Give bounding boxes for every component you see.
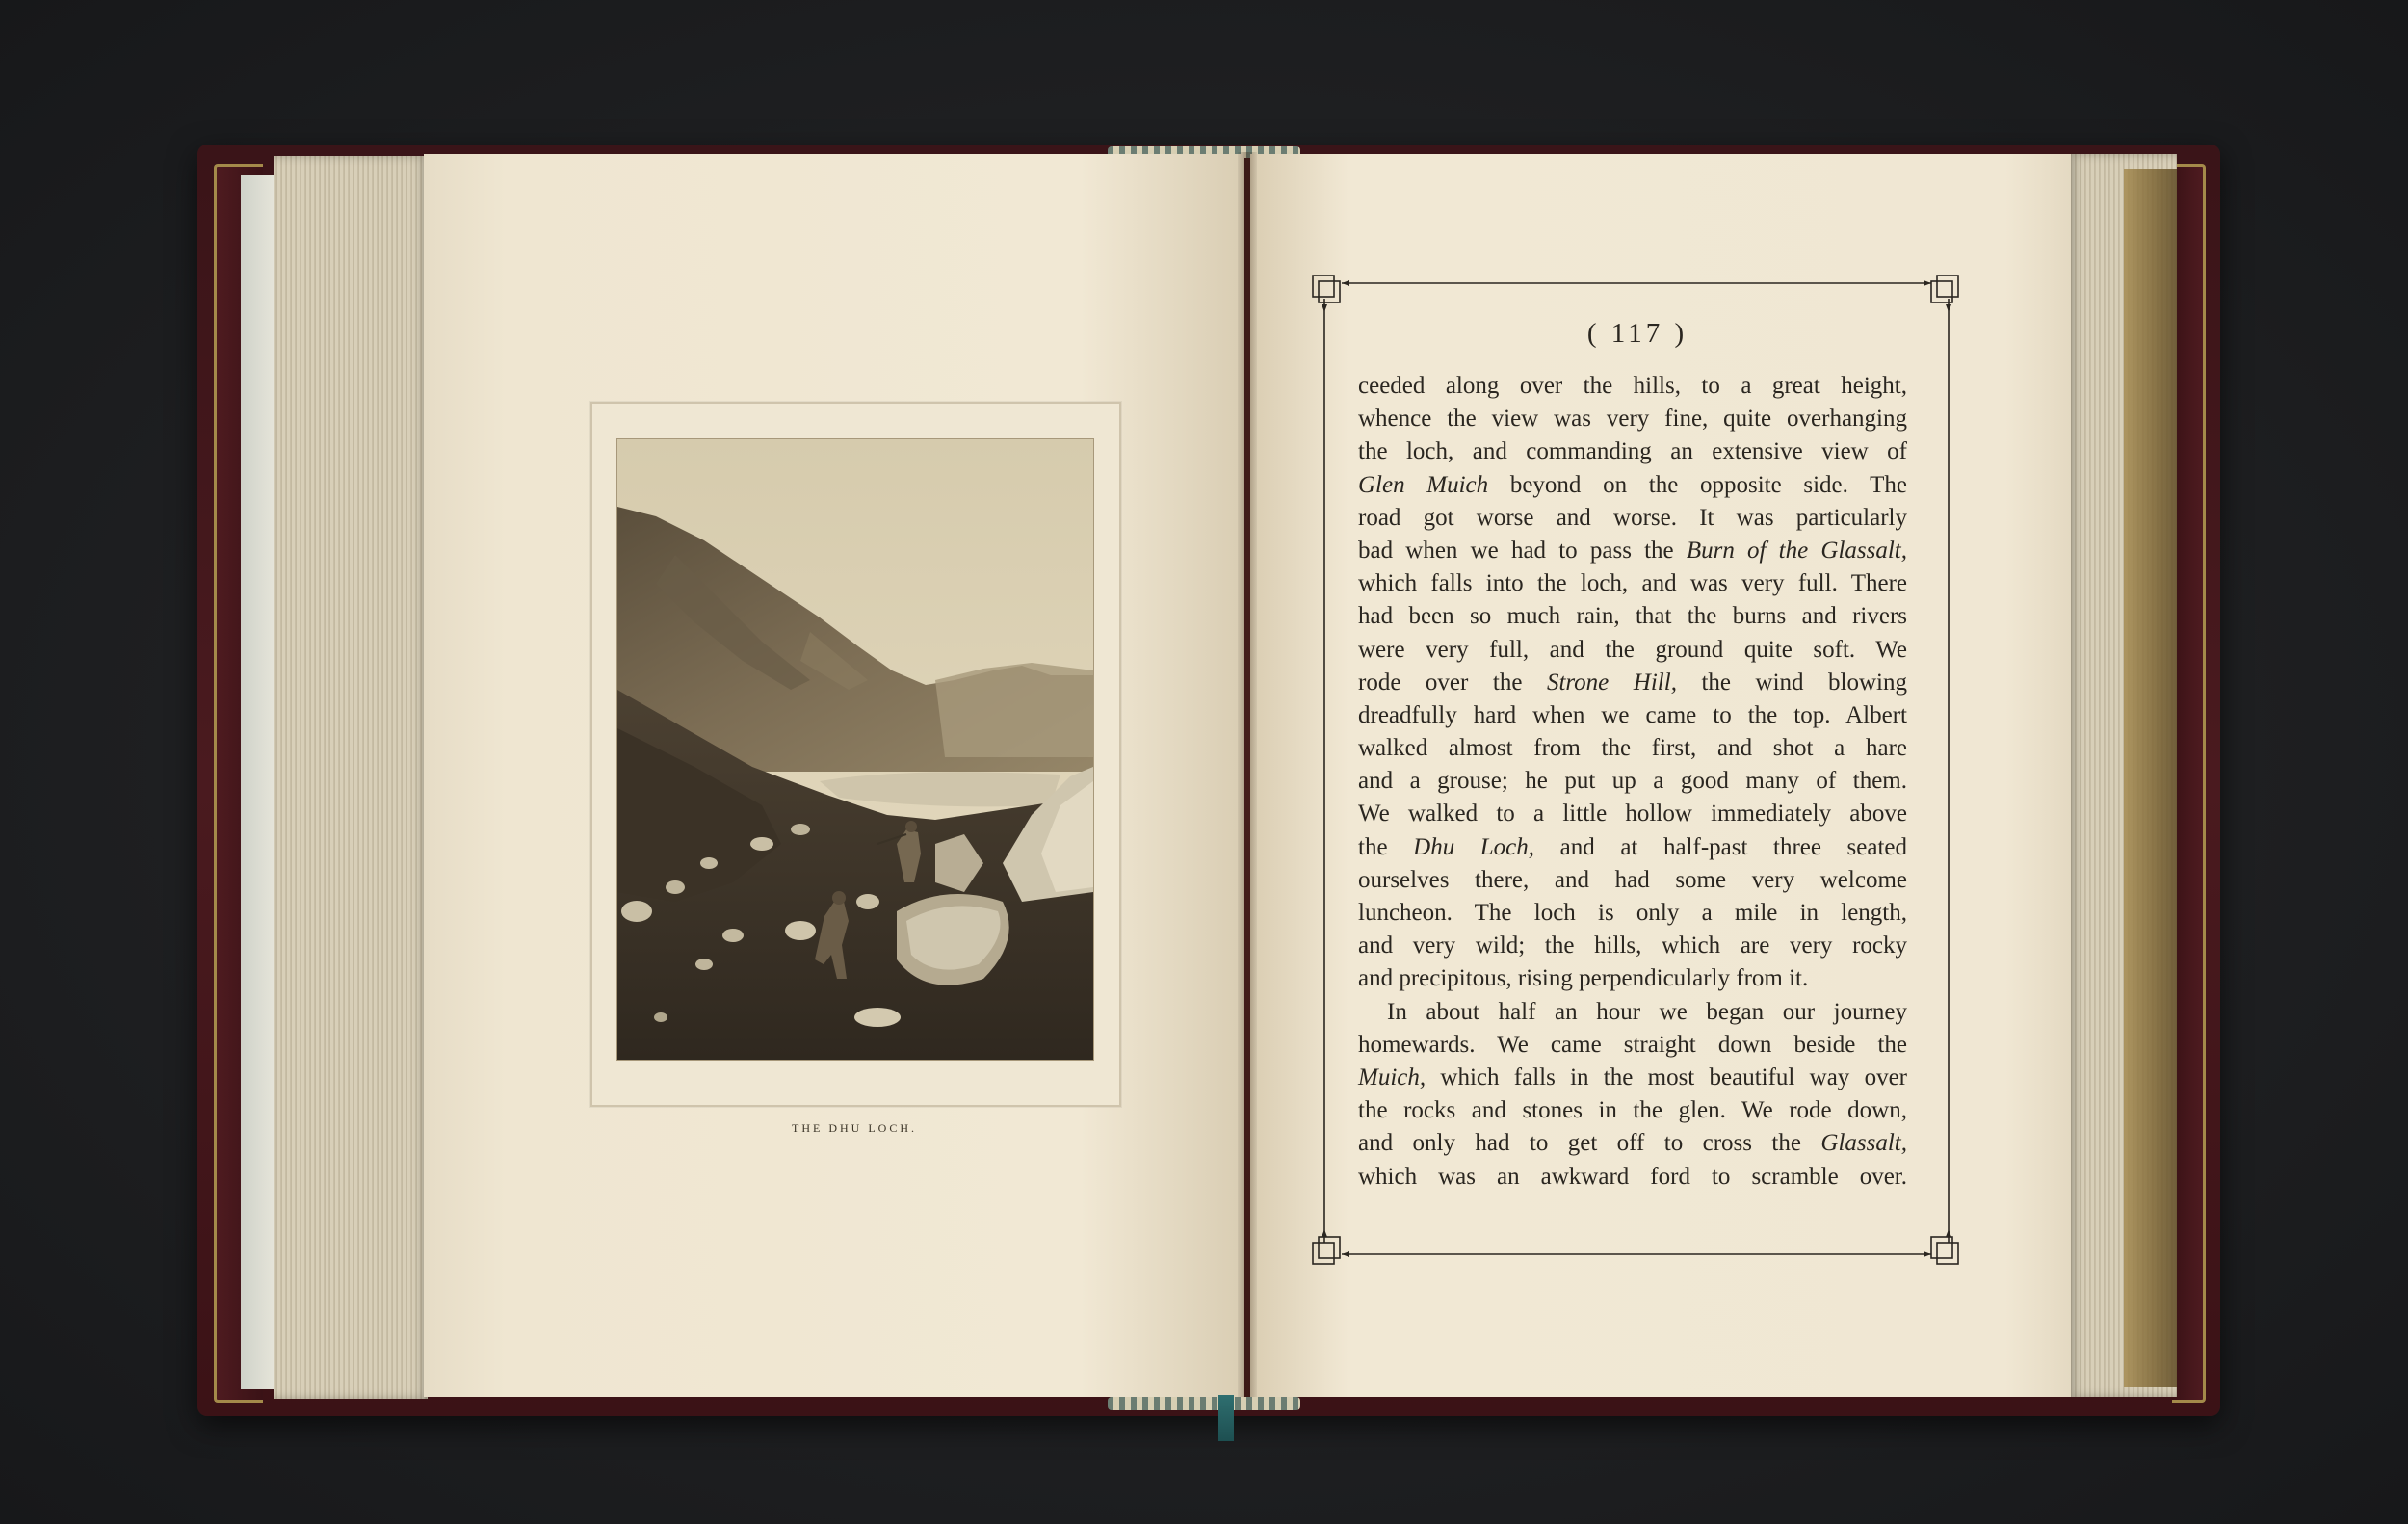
text-segment: and at half-past three seated: [1534, 833, 1908, 860]
italic-place-name: Glassalt,: [1820, 1130, 1907, 1157]
text-line: [1358, 996, 1907, 1029]
text-segment: the loch, and commanding an extensive view of: [1358, 438, 1907, 465]
text-segment: the wind blowing: [1676, 669, 1907, 696]
text-segment: ceeded along over the hills, to a great height,: [1358, 373, 1907, 399]
text-line: [1358, 1161, 1907, 1194]
text-line: [1358, 469, 1907, 502]
book-gutter: [1238, 152, 1257, 1400]
text-segment: whence the view was very fine, quite overhanging: [1358, 406, 1907, 433]
text-segment: rode over the: [1358, 669, 1547, 696]
text-segment: beyond on the opposite side. The: [1488, 471, 1907, 498]
text-segment: bad when we had to pass the: [1358, 537, 1687, 564]
italic-place-name: Burn of the Glassalt,: [1686, 537, 1907, 564]
text-line: [1358, 634, 1907, 667]
text-segment: had been so much rain, that the burns and rivers: [1358, 603, 1907, 630]
page-number: ( 117 ): [1586, 318, 1688, 349]
italic-place-name: Glen Muich: [1358, 471, 1489, 498]
text-segment: and a grouse; he put up a good many of them.: [1358, 768, 1907, 795]
text-segment: were very full, and the ground quite soft. We: [1358, 636, 1907, 663]
text-line: [1358, 535, 1907, 567]
text-segment: and only had to get off to cross the: [1358, 1130, 1821, 1157]
page-stack-left: [274, 156, 428, 1399]
text-segment: the rocks and stones in the glen. We rode down,: [1358, 1097, 1907, 1124]
text-segment: and very wild; the hills, which are very rocky: [1358, 933, 1907, 959]
text-line: [1358, 699, 1907, 732]
italic-place-name: Muich,: [1358, 1064, 1426, 1090]
italic-place-name: Dhu Loch,: [1413, 833, 1535, 860]
text-line: [1358, 567, 1907, 600]
italic-place-name: Strone Hill,: [1546, 669, 1677, 696]
loch-photograph: [616, 438, 1094, 1061]
text-line: [1358, 765, 1907, 798]
text-line: [1358, 600, 1907, 633]
text-segment: which falls in the most beautiful way over: [1426, 1064, 1907, 1090]
text-line: [1358, 370, 1907, 403]
headband-bottom: [1108, 1397, 1300, 1410]
text-segment: the: [1358, 833, 1414, 860]
photo-caption: THE DHU LOCH.: [792, 1121, 917, 1135]
photo-image: [617, 439, 1093, 1060]
text-line: [1358, 930, 1907, 962]
text-line: [1358, 1094, 1907, 1127]
text-segment: In about half an hour we began our journey: [1387, 998, 1907, 1025]
text-line: [1358, 1062, 1907, 1094]
text-line: [1358, 502, 1907, 535]
page-body-text: [1358, 370, 1907, 1194]
endpaper-left: [241, 175, 274, 1389]
cover-right-gilt-edge: [2172, 164, 2206, 1403]
text-segment: walked almost from the first, and shot a hare: [1358, 735, 1907, 762]
text-segment: and precipitous, rising perpendicularly from it.: [1358, 965, 1809, 992]
text-line: [1358, 864, 1907, 897]
text-line: [1358, 798, 1907, 830]
text-line: [1358, 897, 1907, 930]
text-line: [1358, 1029, 1907, 1062]
gilt-fore-edge-right: [2124, 169, 2177, 1387]
text-segment: which was an awkward ford to scramble over.: [1358, 1163, 1907, 1190]
text-segment: luncheon. The loch is only a mile in length,: [1358, 900, 1907, 926]
text-segment: We walked to a little hollow immediately above: [1358, 801, 1907, 828]
text-segment: homewards. We came straight down beside the: [1358, 1031, 1907, 1058]
ribbon-bookmark: [1218, 1395, 1234, 1441]
text-segment: road got worse and worse. It was particularly: [1358, 504, 1907, 531]
text-line: [1358, 831, 1907, 864]
text-line: [1358, 667, 1907, 699]
text-segment: dreadfully hard when we came to the top. Albert: [1358, 701, 1907, 728]
text-line: [1358, 962, 1907, 995]
text-segment: which falls into the loch, and was very full. There: [1358, 570, 1907, 597]
text-line: [1358, 403, 1907, 435]
text-line: [1358, 1127, 1907, 1160]
text-segment: ourselves there, and had some very welcome: [1358, 866, 1907, 893]
text-line: [1358, 732, 1907, 765]
text-line: [1358, 435, 1907, 468]
